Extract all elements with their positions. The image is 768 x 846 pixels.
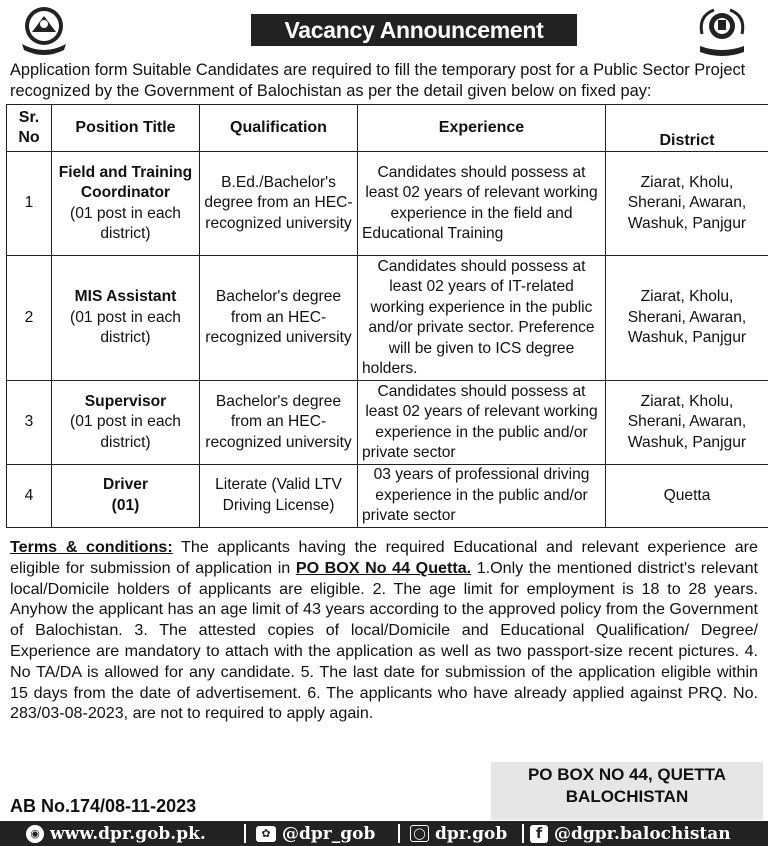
header-sr-no: Sr. No — [7, 105, 52, 152]
facebook-icon: f — [530, 825, 548, 843]
position-title: Supervisor — [84, 392, 167, 410]
advertisement-number: AB No.174/08-11-2023 — [10, 796, 197, 816]
balochistan-government-seal-icon — [14, 4, 74, 60]
terms-and-conditions — [10, 537, 758, 724]
footer-website[interactable] — [26, 823, 206, 844]
footer-facebook[interactable] — [530, 823, 731, 844]
district-cell: Ziarat, Kholu, Sherani, Awaran, Washuk, Panjgur — [606, 256, 768, 381]
position-note: (01 post in each district) — [70, 308, 181, 347]
vacancy-table — [6, 104, 768, 528]
terms-text-after: 1.Only the mentioned district's relevant local/Domicile holders of applicants are eligible. 2. The age limit for employment is 18 to 28 years. Anyhow the applicant has an age limit of 43 years according to the approved policy from the Government of Balochistan. 3. The attested copies of local/Domicile and Educational Qualification/ Degree/ Experience are mandatory to attach with the application as well as two passport-size recent pictures. 4. No TA/DA is allowed for any candidate. 5. The last date for submission of the application eligible within 15 days from the date of advertisement. 6. The applicants who have already applied against PRQ. No. 283/03-08-2023, are not to required to apply again. — [10, 558, 758, 723]
globe-icon: ◉ — [26, 825, 44, 843]
position-note: (01) — [111, 496, 140, 514]
position-title: Field and Training Coordinator — [58, 163, 193, 201]
position-cell — [52, 381, 200, 465]
table-row — [7, 465, 768, 528]
sr-number: 4 — [7, 465, 52, 528]
facebook-handle[interactable]: @dgpr.balochistan — [554, 823, 731, 844]
position-note: (01 post in each district) — [70, 413, 181, 451]
experience-cell: Candidates should possess at least 02 years of relevant working experience in the field and Educational Training — [358, 152, 606, 256]
sr-number: 2 — [7, 256, 52, 381]
district-cell: Ziarat, Kholu, Sherani, Awaran, Washuk, Panjgur — [606, 381, 768, 465]
table-header-row — [7, 105, 768, 152]
instagram-icon: ◯ — [410, 825, 429, 842]
district-cell: Quetta — [606, 465, 768, 528]
header-experience: Experience — [358, 105, 606, 152]
qualification-cell: B.Ed./Bachelor's degree from an HEC-recognized university — [200, 152, 358, 256]
sr-number: 1 — [7, 152, 52, 256]
experience-cell: Candidates should possess at least 02 years of IT-related working experience in the public and/or private sector. Preference will be given to ICS degree holders. — [358, 256, 606, 381]
instagram-handle[interactable]: dpr.gob — [435, 823, 508, 844]
header-qualification: Qualification — [200, 105, 358, 152]
table-row — [7, 381, 768, 465]
qualification-cell: Bachelor's degree from an HEC-recognized university — [200, 381, 358, 465]
page-title: Vacancy Announcement — [251, 14, 577, 46]
position-title: MIS Assistant — [74, 288, 177, 306]
address-line-1: PO BOX NO 44, QUETTA — [527, 765, 727, 784]
table-row — [7, 256, 768, 381]
header-district: District — [606, 105, 768, 152]
experience-cell: 03 years of professional driving experience in the public and/or private sector — [358, 465, 606, 528]
position-title: Driver — [102, 476, 149, 494]
position-cell — [52, 152, 200, 256]
intro-text: Application form Suitable Candidates are required to fill the temporary post for a Public Sector Project recognized by the Government of Balochistan as per the detail given below on fixed pay: — [10, 61, 746, 100]
qualification-cell: Bachelor's degree from an HEC-recognized university — [200, 256, 358, 381]
twitter-handle[interactable]: @dpr_gob — [282, 823, 376, 844]
terms-label: Terms & conditions: — [10, 538, 173, 556]
sr-number: 3 — [7, 381, 52, 465]
terms-text-before: The applicants having the required Educational and relevant experience are eligible for submission of application in — [10, 538, 758, 577]
qualification-cell: Literate (Valid LTV Driving License) — [200, 465, 358, 528]
table-row — [7, 152, 768, 256]
balochistan-emblem-icon — [692, 4, 752, 60]
header-position-title: Position Title — [52, 105, 200, 152]
district-cell: Ziarat, Kholu, Sherani, Awaran, Washuk, Panjgur — [606, 152, 768, 256]
website-link[interactable]: www.dpr.gob.pk. — [50, 823, 206, 844]
address-line-2: BALOCHISTAN — [565, 787, 689, 806]
position-cell — [52, 465, 200, 528]
position-note: (01 post in each district) — [70, 204, 181, 242]
footer-twitter[interactable] — [256, 823, 375, 844]
address-box — [491, 762, 763, 820]
terms-po-box: PO BOX No 44 Quetta. — [295, 558, 472, 577]
position-cell — [52, 256, 200, 381]
footer-bar — [0, 821, 768, 846]
footer-instagram[interactable] — [410, 823, 507, 844]
twitter-icon: ✿ — [256, 826, 276, 842]
experience-cell: Candidates should possess at least 02 years of relevant working experience in the public and/or private sector — [358, 381, 606, 465]
